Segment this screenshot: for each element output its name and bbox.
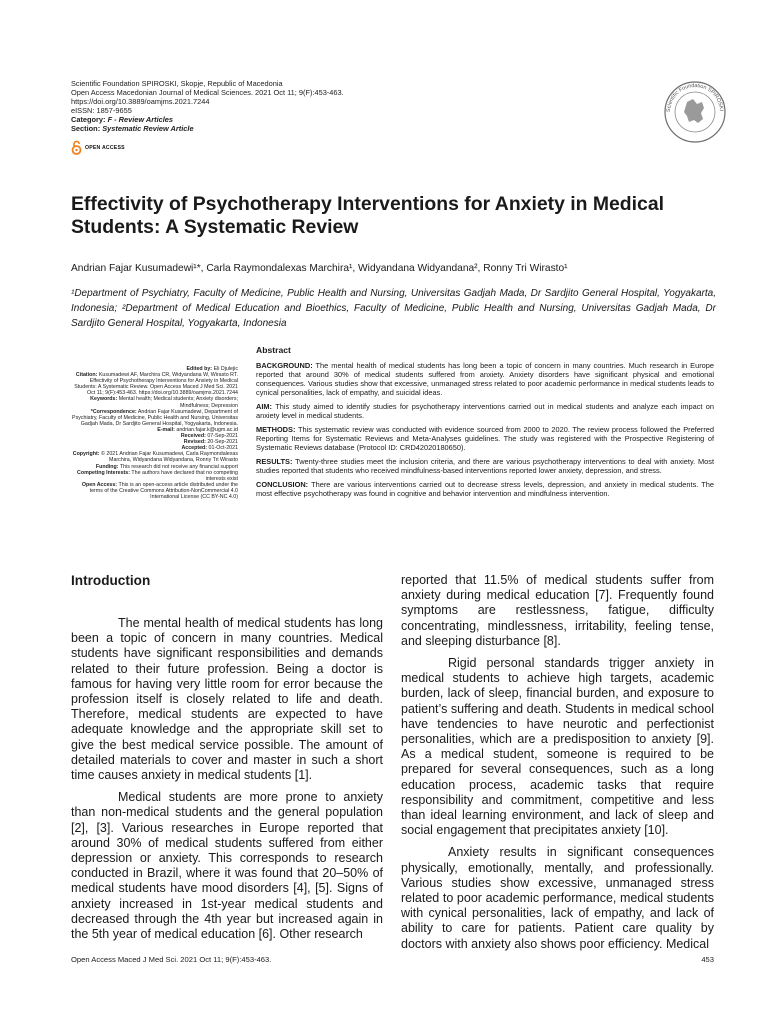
abstract-background: BACKGROUND: The mental health of medical students has long been a topic of concern in many countries. Much research in Europe reported that around 30% of medical students suffered from anxiety. Anxiety disorders have significant physical and emotional consequences. Various studies show that excessive, unmanaged stress related to poor academic performance in medical students leads to cynical personalities, lack of empathy, and suicidal ideas. [256, 361, 714, 397]
open-access-logo [71, 140, 125, 155]
section-line: Section: Systematic Review Article [71, 123, 194, 133]
received-date: Received: 07-Sep-2021 [180, 433, 238, 440]
page-number: 453 [701, 955, 714, 964]
citation-info: Citation: Kusumadewi AF, Marchira CR, Widyandana W, Wirasto RT. Effectivity of Psychotherapy Interventions for Anxiety in Medical Students: A Systematic Review. Open Access Maced J Med Sci. 2021 Oct 11; 9(F):453-463. https://doi.org/10.3889/oamjms.2021.7244 [74, 372, 238, 397]
revised-date: Revised: 20-Sep-2021 [183, 439, 238, 446]
open-access-label: OPEN ACCESS [85, 144, 125, 151]
email: E-mail: andrian.fajar.k@ugm.ac.id [157, 426, 238, 433]
category-line: Category: F - Review Articles [71, 114, 174, 124]
article-title: Effectivity of Psychotherapy Interventions for Anxiety in Medical Students: A Systematic Review [71, 193, 664, 238]
keywords: Keywords: Mental health; Medical students; Anxiety disorders; Mindfulness; Depression [90, 396, 238, 409]
doi-link[interactable]: https://doi.org/10.3889/oamjms.2021.7244 [71, 96, 210, 106]
publisher-line: Scientific Foundation SPIROSKI, Skopje, Republic of Macedonia [71, 79, 283, 88]
affiliations: ¹Department of Psychiatry, Faculty of Medicine, Public Health and Nursing, Universitas Gadjah Mada, Dr Sardjito General Hospital, Yogyakarta, Indonesia; ²Department of Medical Education and Bioethics, Faculty of Medicine, Public Health and Nursing, Universitas Gadjah Mada, Dr Sardjito General Hospital, Yogyakarta, Indonesia [71, 288, 716, 330]
abstract-results: RESULTS: Twenty-three studies meet the inclusion criteria, and there are various psychotherapy interventions to deal with anxiety. Most studies reported that students who received mindfulness-based interventions reported lower anxiety, depression, and stress. [256, 457, 715, 475]
competing-interests: Competing Interests: The authors have declared that no competing interests exist [77, 469, 238, 482]
abstract-conclusion: CONCLUSION: There are various interventions carried out to decrease stress levels, depression, and anxiety in medical students. The most effective psychotherapy was found in cognitive and behavior intervention and mindfulness intervention. [256, 480, 714, 498]
eissn-line: eISSN: 1857-9655 [71, 105, 132, 115]
body-column-left [71, 616, 383, 949]
abstract-methods: METHODS: This systematic review was conducted with evidence sourced from 2000 to 2020. The review process followed the Preferred Reporting Items for Systematic Reviews and Meta-Analyses guidelines. The study was registered with the Prospective Registering of Systematic Reviews database (Protocol ID: CRD42020180650). [256, 425, 714, 452]
foundation-seal-logo [663, 80, 727, 144]
author-list: Andrian Fajar Kusumadewi¹*, Carla Raymondalexas Marchira¹, Widyandana Widyandana², Ronny Tri Wirasto¹ [71, 263, 568, 274]
correspondence: *Correspondence: Andrian Fajar Kusumadewi, Department of Psychiatry, Faculty of Medicine, Public Health and Nursing, Universitas Gadjah Mada, Dr Sardjito General Hospital, Yogyakarta, Indonesia. [72, 408, 238, 427]
open-access-lock-icon [71, 140, 82, 155]
paragraph: Medical students are more prone to anxiety than non-medical students and the general population [2], [3]. Various researches in Europe reported that around 30% of medical students suffered from either depression or anxiety. This corresponds to research conducted in Brazil, where it was found that 20–50% of medical students have mood disorders [4], [5]. Signs of anxiety increased in 1st-year medical students and decreased through the 4th year but increased again in the 5th year of medical education [6]. Other research [71, 790, 383, 942]
copyright: Copyright: © 2021 Andrian Fajar Kusumadewi, Carla Raymondalexas Marchira, Widyandana Widyandana, Ronny Tri Wirasto [72, 451, 238, 464]
introduction-heading: Introduction [71, 573, 151, 588]
journal-line: Open Access Macedonian Journal of Medical Sciences. 2021 Oct 11; 9(F):453-463. [71, 87, 344, 97]
paragraph: Anxiety results in significant consequences physically, emotionally, mentally, and professionally. Various studies show excessive, unmanaged stress related to poor academic performance, medical students with cynical personalities, lack of empathy, and lack of ability to care for patients. Patient care quality by doctors with anxiety also shows poor efficiency. Medical [401, 845, 714, 951]
abstract-heading: Abstract [256, 345, 291, 355]
paragraph: The mental health of medical students has long been a topic of concern in many countries. Medical students have significant responsibilities and demands related to their future profession. Being a doctor is famous for having very little room for error because the profession itself is closely related to life and death. Therefore, medical students are expected to have adequate knowledge and the appropriate skill set to give the best medical service possible. The amount of detailed materials to cover and master in such a short time causes anxiety in medical students [1]. [71, 616, 383, 783]
accepted-date: Accepted: 01-Oct-2021 [181, 445, 238, 452]
page-footer [71, 955, 714, 964]
abstract [256, 346, 714, 503]
journal-header [71, 80, 491, 133]
paragraph: Rigid personal standards trigger anxiety in medical students to achieve high targets, academic burden, lack of sleep, financial burden, and exposure to patient’s suffering and death. Students in medical school have tendencies to have neurotic and perfectionist personalities, which are a predisposition to anxiety [9]. As a medical student, someone is required to be prepared for several consequences, such as a long education process, academic tasks that require responsibility and commitment, competitive and less than ideal learning environment, and lack of sleep and social engagement that precipitates anxiety [10]. [401, 656, 714, 838]
svg-text:Scientific Foundation SPIROSKI: Scientific Foundation SPIROSKI [665, 82, 724, 113]
abstract-aim: AIM: This study aimed to identify studies for psychotherapy interventions carried out in medical students and analyze each impact on anxiety level in medical students. [256, 402, 715, 420]
footer-citation: Open Access Maced J Med Sci. 2021 Oct 11; 9(F):453-463. [71, 955, 272, 964]
paragraph: reported that 11.5% of medical students suffer from anxiety during medical education [7]. Frequently found symptoms are restlessness, fatigue, difficulty concentrating, mindlessness, irritability, feeling tense, and sleeping disturbance [8]. [401, 573, 714, 648]
body-column-right [401, 573, 714, 959]
edited-by: Edited by: Eli Djulejic [186, 366, 238, 372]
article-metadata-sidebar [72, 366, 238, 500]
open-access-license: Open Access: This is an open-access article distributed under the terms of the Creative Commons Attribution-NonCommercial 4.0 International License (CC BY-NC 4.0) [81, 481, 238, 500]
funding: Funding: This research did not receive any financial support [95, 463, 238, 470]
